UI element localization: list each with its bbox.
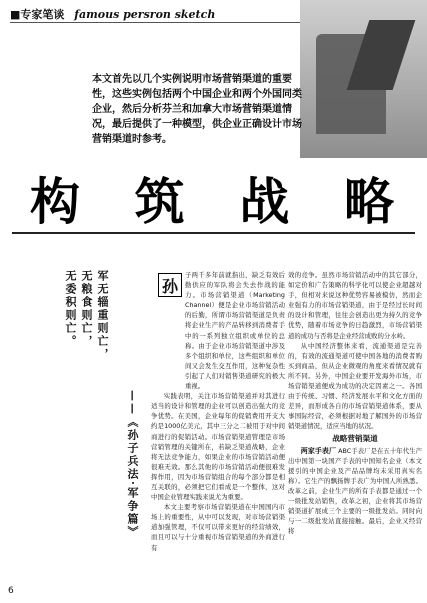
body-paragraph: 实践表明，关注市场营销渠道并对其进行适当的设计和管理的企业可以创造出强大的竞争优势。在美国，企业每年的促销费用开支大约是1000亿美元，其中三分之二被用于对中间商进行的促销活动。市场营销渠道管理是市场营销管理的关键所在，若缺乏渠道战略，企业将无法竞争能力，如果企业的市场营销活动便很难无效。那么其他的市场营销活动便很难发挥作用，因为市场营销组合的每个部分都是相互关联的，必须把它们看成是一个整体，这对中国企业管理实践来说尤为重要。 — [151, 392, 285, 502]
title-char: 构 — [30, 173, 86, 231]
body-paragraph: 效的竞争。虽然市场营销活动中的其它部分，如定价和广告策略的科学化可以使企业超越对手，但相对来说这种优势容易被模仿，然而企业强有力的市场营销渠道，由于是经过长时间的设计和管理，往往会创造出更为持久的竞争优势，随着市场竞争的日趋激烈，市场营销渠道的成功与否将是企业经营成败的分水岭。 — [288, 271, 422, 340]
column-header — [10, 6, 215, 22]
title-char: 略 — [343, 173, 400, 231]
title-char: 战 — [239, 173, 296, 231]
column-title-cn: ■专家笔谈 — [10, 8, 65, 21]
quote-source: ——《孙子兵法·军争篇》 — [126, 390, 139, 539]
title-char: 筑 — [134, 173, 191, 231]
body-paragraph: ABC手表厂是在五十年代生产出中国第一块国产手表的中国知名企业（本文援引的中国企业及产品品牌均未采用真实名称）。它生产的飘扬牌手表广为中国人所熟悉。改革之前，企业生产的所有手表都是通过一个一级批发站销售，改革之初，企业将其市场营销渠道扩展成三个主要的一级批发站。同时向与一二级批发站直接接触。最后，企业又经营将 — [288, 446, 422, 536]
article-column-2 — [288, 270, 422, 536]
body-paragraph: 本文主要考察市场营销渠道在中国国内市场上的重要性，从中可以发现，对市场营销渠道加强管理，不仅可以带来更好的经营绩效，而且可以与十分重视市场营销渠道的外商进行有 — [151, 503, 285, 552]
article-column-1 — [151, 270, 285, 553]
header-photo — [300, 0, 427, 158]
header-rule — [10, 22, 300, 23]
photo-shadow — [347, 20, 416, 90]
body-paragraph: 子两千多年前就指出，缺乏有效后勤供应的军队将会失去作战的能力。市场营销渠道（Marketing Channel）便是企业市场营销活动的后勤，所谓市场营销渠道是负责将企业生产的产品转移到消费者手中的一系列独立组织或单位的总称。由于企业市场营销渠道中涉及多个组织和单位，这些组织和单位间又会发生交互作用，这种复杂性引起了人们对销售渠道研究的极大重视。 — [185, 271, 285, 391]
intro-paragraph: 本文首先以几个实例说明市场营销渠道的重要性，这些实例包括两个中国企业和两个外国同类企业，然后分析芬兰和加拿大市场营销渠道情况，最后提供了一种模型，供企业正确设计市场营销渠道时参考。 — [92, 74, 302, 145]
quote-line: 军无辎重则亡， — [96, 270, 109, 361]
body-paragraph: 从中国经济整体来看，流通渠道是完善的，有效的流通渠道可使中国各地的消费者购买到商品，但从企业微观的角度来看情况就有所不同。另外，中国企业要开发海外市场，市场营销渠道便成为成功的决定因素之一。各国由于传统、习惯、经济发展水平和文化方面的差异，而形成各自的市场营销渠道体系，要从事国际经营，必须根据对地了解国外的市场营销渠道情况，适应当地的状况。 — [288, 341, 422, 431]
title-rule — [12, 232, 415, 234]
page-number: 6 — [8, 586, 14, 596]
article-title — [30, 162, 400, 234]
section-heading: 战略营销渠道 — [332, 433, 378, 443]
drop-cap: 孙 — [158, 273, 182, 297]
quote-line: 无粮食则亡， — [80, 270, 93, 348]
quote-line: 无委积则亡。 — [64, 270, 77, 348]
column-title-en: famous persron sketch — [74, 8, 216, 21]
sub-heading: 两家手表厂 — [300, 446, 337, 455]
